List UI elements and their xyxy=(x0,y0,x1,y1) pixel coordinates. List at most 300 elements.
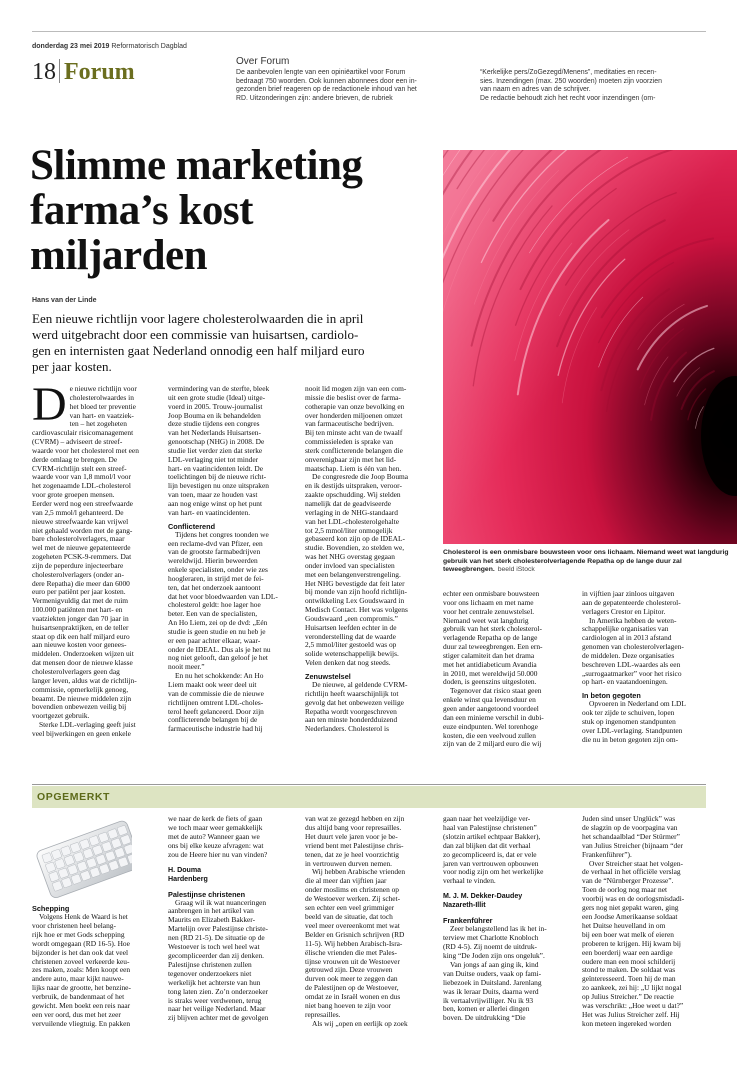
text-line: commissie, opmerkelijk genoeg, xyxy=(32,684,129,694)
text-line: werkelijk het achterste van hun xyxy=(168,977,261,987)
text-line: zijn de peperdure injecteerbare xyxy=(32,560,124,570)
text-line: vermindering van de sterfte, bleek xyxy=(168,384,270,393)
text-line: voor christenen heel belang- xyxy=(32,920,116,930)
keyboard-icon xyxy=(30,815,132,901)
text-line: nieuwe streefwaarde kan vrijwel xyxy=(32,516,129,526)
text-line: langer leven, aldus wat de richtlijn- xyxy=(32,675,137,685)
text-line: RD. Uitzonderingen zijn: andere brieven, de rubriek xyxy=(236,94,393,102)
subheading: Conflicterend xyxy=(168,521,216,531)
text-line: CVRM-richtlijn stelt een streef- xyxy=(32,463,127,473)
text-line: Het NHG bevestigde dat feit later xyxy=(305,578,405,588)
paragraph xyxy=(168,531,292,673)
text-line: het zogenaamde LDL-cholesterol xyxy=(32,481,131,491)
paragraph xyxy=(32,429,156,721)
text-line: aanbrengen in het artikel van xyxy=(168,906,254,916)
text-line: Zeer belangstellend las ik het in- xyxy=(450,924,547,934)
text-line: en ik destijds uitspraken, veroor- xyxy=(305,481,402,491)
opgemerkt-col-5 xyxy=(582,815,706,1029)
text-line: nog niet gelooft, dan geloof je het xyxy=(168,653,268,663)
text-line: van het LDL-cholesterolgehalte xyxy=(305,516,399,526)
text-line: voerd in 2005. Trouw-journalist xyxy=(168,401,263,411)
article-intro xyxy=(32,311,430,375)
text-line: gevolg dat het onbewezen veilige xyxy=(305,697,404,707)
text-line: voor grote groepen mensen. xyxy=(32,490,115,500)
text-line: van de “Nürnberger Prozesse”. xyxy=(582,876,674,886)
text-line: we toch maar weer gemakkelijk xyxy=(168,822,263,832)
over-forum-title: Over Forum xyxy=(236,56,290,67)
article-col-4 xyxy=(443,590,568,749)
text-line: „surrogaatmarker” voor het risico xyxy=(582,668,682,678)
text-line: namelijk dat de geadviseerde xyxy=(305,498,391,508)
text-line: ons bij elke keuze afvragen: wat xyxy=(168,840,264,850)
text-line: met de auto? Wanneer gaan we xyxy=(168,831,260,841)
paragraph xyxy=(582,700,706,744)
text-line: tijnse vrouwen uit de Westoever xyxy=(305,956,400,966)
page-title xyxy=(30,143,430,278)
paragraph xyxy=(443,687,568,749)
text-line: proberen te krijgen. Hij kwam bij xyxy=(582,938,681,948)
paragraph xyxy=(168,815,292,860)
paragraph xyxy=(168,899,292,1024)
dropcap: D xyxy=(32,378,67,431)
text-line: tegenover onderzoekers niet xyxy=(168,968,252,978)
text-line: tenen, dat ze je heel voorzichtig xyxy=(305,849,399,859)
text-line: dus altijd bang voor represailles. xyxy=(305,822,402,832)
text-line: onder moslims en christenen op xyxy=(305,885,400,895)
text-line: Toen de oorlog nog maar net xyxy=(582,885,668,895)
text-line: genomen van cholesterolverlagen- xyxy=(582,642,684,652)
text-line: de middelen. Deze organisaties xyxy=(582,650,675,660)
text-line: was het NHG overstag gegaan xyxy=(305,552,395,562)
text-line: Over Streicher staat het volgen- xyxy=(589,858,683,868)
text-line: doden, is geenszins uitgesloten. xyxy=(443,677,537,687)
text-line: ëlische vrienden die met Pales- xyxy=(305,947,397,957)
text-line: onverenigbaar zijn met het lid- xyxy=(305,454,397,464)
page-number: 18 xyxy=(32,59,56,85)
text-line: terview met Charlotte Knobloch xyxy=(443,933,539,943)
text-line: verbruik, de bandenmaat of het xyxy=(32,992,125,1002)
text-line: niet gehaald worden met de gang- xyxy=(32,525,133,535)
text-line: voor ons lichaam en met name xyxy=(443,597,534,607)
opgemerkt-title: OPGEMERKT xyxy=(37,791,111,803)
text-line: 11-5). Wij hebben Arabisch-Isra- xyxy=(305,938,403,948)
text-line: derde omlaag te brengen. De xyxy=(32,454,118,464)
article-col-2 xyxy=(168,385,292,734)
text-line: geïnteresseerd. Toen hij de man xyxy=(582,974,676,984)
text-line: Wij hebben Arabische vrienden xyxy=(312,867,406,877)
text-line: toelichtingen bij de nieuwe richt- xyxy=(168,472,267,482)
paragraph xyxy=(32,721,156,739)
text-line: rijk hoe er met Gods schepping xyxy=(32,929,125,939)
text-line: wordt omgegaan (RD 16-5). Hoe xyxy=(32,938,130,948)
text-line: bijzonder is het dan ook dat veel xyxy=(32,947,129,957)
text-line: zou de Heere hier nu van vinden? xyxy=(168,849,268,859)
text-line: middelen. Onderzoeken wijzen uit xyxy=(32,649,134,659)
text-line: van het Nederlands Huisartsen- xyxy=(168,428,261,438)
text-line: zogeheten PCSK-9-remmers. Dat xyxy=(32,552,132,562)
text-line: uit een grote studie (Ideal) uitge- xyxy=(168,392,266,402)
text-line: jaren van vertrouwen opbouwen xyxy=(443,858,539,868)
text-line: De nieuwe, al geldende CVRM- xyxy=(312,680,408,689)
text-line: de Westoever werken. Zij schet- xyxy=(305,894,401,904)
text-line: beeld van de situatie, dat toch xyxy=(305,911,393,921)
paragraph xyxy=(305,473,429,668)
text-line: van hart- en vaatincidenten. xyxy=(168,507,251,517)
text-line: Huisartsen leefden echter in de xyxy=(305,622,397,632)
text-line: kosten, die een veelvoud zullen xyxy=(443,730,536,740)
text-line: gewicht. Men boekt een reis naar xyxy=(32,1001,131,1011)
text-line: sterk conflicterende belangen die xyxy=(305,445,403,455)
text-line: van 2,5 mmol/l gehanteerd. De xyxy=(32,507,124,517)
text-line: tong laten zien. Zo’n onderzoeker xyxy=(168,986,268,996)
signature xyxy=(443,892,568,910)
text-line: was verschrikt: „Hoe weet u dat?” xyxy=(582,1001,684,1011)
text-line: van hart- en vaatziek- xyxy=(69,410,134,420)
over-forum-text-col1 xyxy=(236,69,474,103)
paragraph xyxy=(582,617,706,688)
text-line: met een belangenverstrengeling. xyxy=(305,569,401,579)
text-line: Nederlanders. Cholesterol is xyxy=(305,724,389,734)
text-line: Eerder werd nog een streefwaarde xyxy=(32,498,133,508)
text-line: Niemand weet wat langdurig xyxy=(443,615,529,625)
signature-line: Nazareth-Illit xyxy=(443,901,486,910)
text-line: over honderden miljoenen omzet xyxy=(305,410,403,420)
text-line: Het was Julius Streicher zelf. Hij xyxy=(582,1009,680,1019)
text-line: nooit meer.” xyxy=(168,662,205,672)
signature-line: H. Douma xyxy=(168,865,202,874)
text-line: terol heeft gelanceerd. Door zijn xyxy=(168,706,264,716)
text-line: enkele specialisten, onder wie zes xyxy=(168,565,268,575)
text-line: aan nog enige winst op het punt xyxy=(168,498,263,508)
subheading: Zenuwstelsel xyxy=(305,672,351,681)
text-line: stond te maken. De soldaat was xyxy=(582,965,676,975)
text-line: e nieuwe richtlijn voor xyxy=(69,384,137,393)
text-line: op hart- en vaatandoeningen. xyxy=(582,677,668,687)
text-line: vervuilende vliegtuig. En pakken xyxy=(32,1018,131,1028)
text-line: in vijftien jaar zinloos uitgaven xyxy=(582,589,675,598)
text-line: ook ter zijde te schuiven, lopen xyxy=(582,708,675,718)
text-line: verlagers Crestor en Lipitor. xyxy=(582,606,666,616)
text-line: Joop Bouma en ik behandelden xyxy=(168,410,261,420)
text-line: Tijdens het congres toonden we xyxy=(175,529,269,539)
text-line: onder invloed van specialisten xyxy=(305,560,395,570)
text-line: farma’s kost xyxy=(30,187,253,234)
text-line: Medisch Contact. Het was volgens xyxy=(305,605,408,615)
text-line: lijn bevestigen nu onze uitspraken xyxy=(168,481,269,491)
text-line: euro per patiënt per jaar kosten. xyxy=(32,587,126,597)
text-line: van de commissie die de nieuwe xyxy=(168,688,264,698)
paragraph xyxy=(305,868,429,1019)
text-line: zij blijven achter met de gevolgen xyxy=(168,1013,269,1023)
text-line: dat mensen door de nieuwe klasse xyxy=(32,658,133,668)
text-line: waarde voor het cholesterol met een xyxy=(32,445,139,455)
text-line: gezonden brief reageren op de redactionele inhoud van het xyxy=(236,86,417,94)
section-divider xyxy=(32,784,706,785)
paragraph xyxy=(305,681,429,734)
text-line: cholesterol geldt: hoe lager hoe xyxy=(168,600,261,610)
text-line: Opvoeren in Nederland om LDL xyxy=(589,699,686,709)
text-line: veel bijwerkingen en geen enkele xyxy=(32,728,131,738)
text-line: cholesterolwaardes in xyxy=(69,392,134,402)
text-line: zes maken, zoals: Men koopt een xyxy=(32,965,131,975)
text-line: werd uitgebracht door een commissie van huisartsen, cardiolo- xyxy=(32,327,359,342)
text-line: ontwikkeling Lex Goudswaard in xyxy=(305,596,405,606)
text-line: Als wij „open en eerlijk op zoek xyxy=(312,1018,408,1028)
text-line: sies. Inzendingen (max. 250 woorden) moeten zijn voorzien xyxy=(480,77,662,85)
text-line: gen en internisten gaat Nederland onnodig een half miljard euro xyxy=(32,343,365,358)
section-name: Forum xyxy=(64,59,135,85)
text-line: zo aankeek, zei hij: „U lijkt nogal xyxy=(582,983,682,993)
text-line: En nu het schokkende: An Ho xyxy=(175,671,264,681)
text-line: Velen denken dat nog steeds. xyxy=(305,658,391,668)
byline: Hans van der Linde xyxy=(32,297,97,304)
text-line: bij monde van zijn hoofd richtlijn- xyxy=(305,587,408,597)
text-line: omdat ze in Israël wonen en dus xyxy=(305,992,401,1002)
text-line: aan nieuwe kosten voor genees- xyxy=(32,640,127,650)
subheading: Palestijnse christenen xyxy=(168,889,246,899)
text-line: over LDL-verlaging. Standpunten xyxy=(582,725,683,735)
paragraph xyxy=(32,913,157,1029)
text-line: Martelijn over Palestijnse christe- xyxy=(168,924,268,934)
text-line: aan ten minste honderdduizend xyxy=(305,715,398,725)
text-line: getrouwd zijn. Deze vrouwen xyxy=(305,965,393,975)
text-line: van naam en adres van de schrijver. xyxy=(480,86,591,94)
text-line: Frankenführer”). xyxy=(582,849,632,859)
text-line: liebezoek in Duitsland. Jarenlang xyxy=(443,977,542,987)
text-line: king “De Joden zijn ons ongeluk”. xyxy=(443,950,545,960)
text-line: bij een boer wat melk of eieren xyxy=(582,929,674,939)
signature-line: M. J. M. Dekker-Daudey xyxy=(443,892,523,901)
text-line: lijks naar de grootte, het benzine- xyxy=(32,983,131,993)
text-line: de verhaal in het officiële verslag xyxy=(582,867,681,877)
text-line: was ik leraar Duits, daarna werd xyxy=(443,986,539,996)
text-line: Juden sind unser Unglück” was xyxy=(582,814,676,823)
text-line: Sterke LDL-verlaging geeft juist xyxy=(39,720,136,730)
text-line: cardiologen al in 2013 afstand xyxy=(582,633,672,643)
opgemerkt-col-1 xyxy=(32,904,157,1029)
text-line: bedraagt 750 woorden. Ook kunnen abonnees door een in- xyxy=(236,77,417,85)
text-line: is straks weer verdwenen, terug xyxy=(168,995,262,1005)
text-line: enkele winst qua levensduur en xyxy=(443,695,536,705)
text-line: die al meer dan vijftien jaar xyxy=(305,876,387,886)
text-line: boven. De uitdrukking “Die xyxy=(443,1013,526,1023)
text-line: cholesterolverlagers geen dag xyxy=(32,667,120,676)
text-line: van wat ze gezegd hebben en zijn xyxy=(305,814,405,823)
text-line: kon meteen ingereked worden xyxy=(582,1018,672,1028)
photo-caption: Cholesterol is een onmisbare bouwsteen voor ons lichaam. Niemand weet wat langdurig gebruik van het sterk cholesterolverlagende Repatha op de lange duur zal teweegbrengen. beeld iStock xyxy=(443,549,729,574)
text-line: Van jongs af aan ging ik, kind xyxy=(450,959,539,969)
over-forum-text-col2 xyxy=(480,69,710,103)
text-line: bare cholesterolverlagers, maar xyxy=(32,534,125,544)
paragraph xyxy=(443,815,568,886)
subheading: Schepping xyxy=(32,904,70,913)
text-line: dan zal blijken dat dit verhaal xyxy=(443,840,531,850)
text-line: beaamt. De nieuwe middelen zijn xyxy=(32,693,132,703)
text-line: naar het veilige Nederland. Maar xyxy=(168,1004,266,1014)
text-line: sen echter een veel grimmiger xyxy=(305,903,395,913)
text-line: maatschap. Liem is één van hen. xyxy=(305,463,402,473)
text-line: nen (RD 21-5). De situatie op de xyxy=(168,933,265,943)
article-col-5 xyxy=(582,590,706,745)
text-line: Maurits en Elizabeth Bakker- xyxy=(168,915,256,925)
text-line: van farmaceutische bedrijven. xyxy=(305,419,394,429)
text-line: waarde voor van 1,8 mmol/l voor xyxy=(32,472,131,482)
subheading: Frankenführer xyxy=(443,916,493,926)
text-line: tot 2,5 mmol/liter onmogelijk xyxy=(305,525,393,535)
text-line: voorbij was en de oorlogsmisdadi- xyxy=(582,894,685,904)
text-line: ben, komen er allerlei dingen xyxy=(443,1004,530,1014)
text-line: In Amerika hebben de weten- xyxy=(589,615,677,625)
text-line: van de grootste farmabedrijven xyxy=(168,547,261,557)
dateline: donderdag 23 mei 2019 Reformatorisch Dagblad xyxy=(32,43,187,50)
signature xyxy=(168,866,292,884)
text-line: Slimme marketing xyxy=(30,142,363,189)
text-line: staat op dik een half miljard euro xyxy=(32,631,130,641)
text-line: Volgens Henk de Waard is het xyxy=(39,912,128,921)
text-line: hart- en vaatincidenten leidt. De xyxy=(168,463,264,473)
text-line: (RD 4-5). Zij noemt de uitdruk- xyxy=(443,942,538,952)
text-line: gebruik van het sterk cholesterol- xyxy=(443,624,542,634)
text-line: cholesterolverlagers (onder an- xyxy=(32,569,124,579)
text-line: aan de gepatenteerde cholesterol- xyxy=(582,597,681,607)
paragraph xyxy=(443,961,568,1023)
text-line: euze eindpunten. Wel torenhoge xyxy=(443,721,538,731)
text-line: verhaal te vinden. xyxy=(443,876,496,886)
text-line: verlagende Repatha op de lange xyxy=(443,633,538,643)
text-line: niet bang hoeven te zijn voor xyxy=(305,1001,391,1011)
text-line: “Kerkelijke pers/ZoGezegd/Menens”, meditaties en recen- xyxy=(480,69,657,76)
paragraph xyxy=(305,815,429,868)
text-line: (CVRM) – adviseert de streef- xyxy=(32,437,123,447)
text-line: Belder en Grisnich schrijven (RD xyxy=(305,929,405,939)
text-line: miljarden xyxy=(30,232,208,279)
text-line: zaakte opschudding. Wij stelden xyxy=(305,490,401,500)
text-line: op Julius Streicher.” De reactie xyxy=(582,992,674,1002)
text-line: Vermenigvuldig dat met de ruim xyxy=(32,596,129,606)
text-line: een ver oord, dus met het zeer xyxy=(32,1009,121,1019)
text-line: haal van Palestijnse christenen” xyxy=(443,822,537,832)
text-line: ten, dat het onderzoek aantoont xyxy=(168,582,261,592)
paragraph xyxy=(168,385,292,518)
text-line: met het antidiabeticum Avandia xyxy=(443,659,537,669)
text-line: van toen, maar ze houden vast xyxy=(168,490,258,500)
text-line: we naar de kerk de fiets of gaan xyxy=(168,814,263,823)
subheading: In beton gegoten xyxy=(582,691,641,701)
text-line: dat het voor bloedwaarden van LDL- xyxy=(168,591,278,601)
text-line: De aanbevolen lengte van een opiniëartikel voor Forum xyxy=(236,69,406,76)
paragraph xyxy=(582,860,706,1029)
text-line: gecompliceerder dan zij denken. xyxy=(168,950,265,960)
top-rule xyxy=(32,31,706,32)
text-line: Bij ten minste acht van de twaalf xyxy=(305,428,403,438)
paragraph xyxy=(305,385,429,473)
opgemerkt-band xyxy=(32,786,706,808)
paragraph xyxy=(168,672,292,734)
paragraph xyxy=(582,815,706,860)
text-line: Repatha wordt voorgeschreven xyxy=(305,706,397,716)
text-line: farmaceutische industrie had hij xyxy=(168,724,263,734)
text-line: de Palestijnen op de Westoever, xyxy=(305,983,399,993)
text-line: onder de IDEAL. Dus als je het nu xyxy=(168,644,271,654)
text-line: veel meer overeenkomt met wat xyxy=(305,920,400,930)
text-line: voor het centrale zenuwstelsel. xyxy=(443,606,535,616)
text-line: cotherapie van onze bevolking en xyxy=(305,401,405,411)
text-line: de slagzin op de voorpagina van xyxy=(582,822,678,832)
text-line: ten – het zogeheten xyxy=(69,419,127,429)
text-line: wereldwijd. Hierin beweerden xyxy=(168,556,258,566)
text-line: missie die beslist over de farma- xyxy=(305,392,401,402)
text-line: veronderstelling dat de waarde xyxy=(305,631,396,641)
opgemerkt-col-2 xyxy=(168,815,292,1023)
text-line: conflicterende belangen bij de xyxy=(168,715,258,725)
text-line: Westoever is toch wel heel wat xyxy=(168,942,260,952)
page-header xyxy=(32,58,135,86)
text-line: De redactie behoudt zich het recht voor inzendingen (om- xyxy=(480,94,656,102)
text-line: Tegenover dat risico staat geen xyxy=(450,686,542,696)
text-line: voortgezet gebruik. xyxy=(32,711,90,721)
signature-line: Hardenberg xyxy=(168,874,208,883)
text-line: An Ho Liem, zei op de dvd: „Eén xyxy=(168,618,268,628)
text-line: Een nieuwe richtlijn voor lagere cholesterolwaarden die in april xyxy=(32,311,364,326)
text-line: verlaging in de NHG-standaard xyxy=(305,507,398,517)
text-line: zijn van de 2 miljard euro die wij xyxy=(443,739,542,749)
text-line: beschreven LDL-waardes als een xyxy=(582,659,681,669)
text-line: echter een onmisbare bouwsteen xyxy=(443,589,540,598)
text-line: dere Repatha) die meer dan 6000 xyxy=(32,578,130,588)
text-line: van Julius Streicher (bijnaam “der xyxy=(582,840,683,850)
keyboard-image xyxy=(30,815,132,901)
text-line: een boerderij waar een aardige xyxy=(582,947,673,957)
text-line: solide wetenschappelijk bewijs. xyxy=(305,649,399,659)
opgemerkt-col-4 xyxy=(443,815,568,1023)
text-line: 2,5 mmol/liter gestoeld was op xyxy=(305,640,397,650)
text-line: durven ook meer te zeggen dan xyxy=(305,974,398,984)
text-line: in 2010, met wereldwijd 50.000 xyxy=(443,668,538,678)
text-line: andere auto, maar kijkt nauwe- xyxy=(32,974,124,984)
text-line: studie liet verder zien dat sterke xyxy=(168,445,263,455)
text-line: nooit lid mogen zijn van een com- xyxy=(305,384,407,393)
text-line: 100.000 patiënten met hart- en xyxy=(32,605,123,615)
text-line: De congresrede die Joop Bouma xyxy=(312,472,409,482)
text-line: ik vertaalvrijwilliger. Nu ik 93 xyxy=(443,995,534,1005)
text-line: gaan naar het veelzijdige ver- xyxy=(443,814,531,823)
text-line: Goudswaard „een compromis.” xyxy=(305,613,398,623)
paragraph xyxy=(443,590,568,687)
text-line: het bloed ter preventie xyxy=(69,401,136,411)
text-line: dan een minieme verschil in dubi- xyxy=(443,712,544,722)
text-line: studie is geen studie en nu heb je xyxy=(168,626,266,636)
text-line: gebaseerd kon zijn op de IDEAL- xyxy=(305,534,405,544)
paragraph xyxy=(582,590,706,617)
text-line: genootschap (NHG) in 2008. De xyxy=(168,437,265,447)
article-photo xyxy=(443,150,737,544)
text-line: duur zal teweegbrengen. Een ern- xyxy=(443,642,543,652)
text-line: in vertrouwen durven nemen. xyxy=(305,858,393,868)
article-col-1 xyxy=(32,378,156,739)
article-col-3 xyxy=(305,385,429,734)
text-line: stuk op ingenomen standpunten xyxy=(582,716,676,726)
text-line: schappelijke organisaties van xyxy=(582,624,669,634)
text-line: oudere man een mooi schilderij xyxy=(582,956,676,966)
text-line: gers nog niet gepakt waren, ging xyxy=(582,903,679,913)
text-line: hoogleraren, in strijd met de fei- xyxy=(168,573,264,583)
text-line: Liem maakt ook weer deel uit xyxy=(168,680,257,689)
text-line: Het duurt vele jaren voor je be- xyxy=(305,831,398,841)
text-line: cardiovasculair risicomanagement xyxy=(32,428,134,438)
text-line: Graag wil ik wat nuanceringen xyxy=(175,897,267,907)
text-line: studie. Bovendien, zo stelden we, xyxy=(305,543,405,553)
text-line: richtlijnen omtrent LDL-choles- xyxy=(168,697,264,707)
